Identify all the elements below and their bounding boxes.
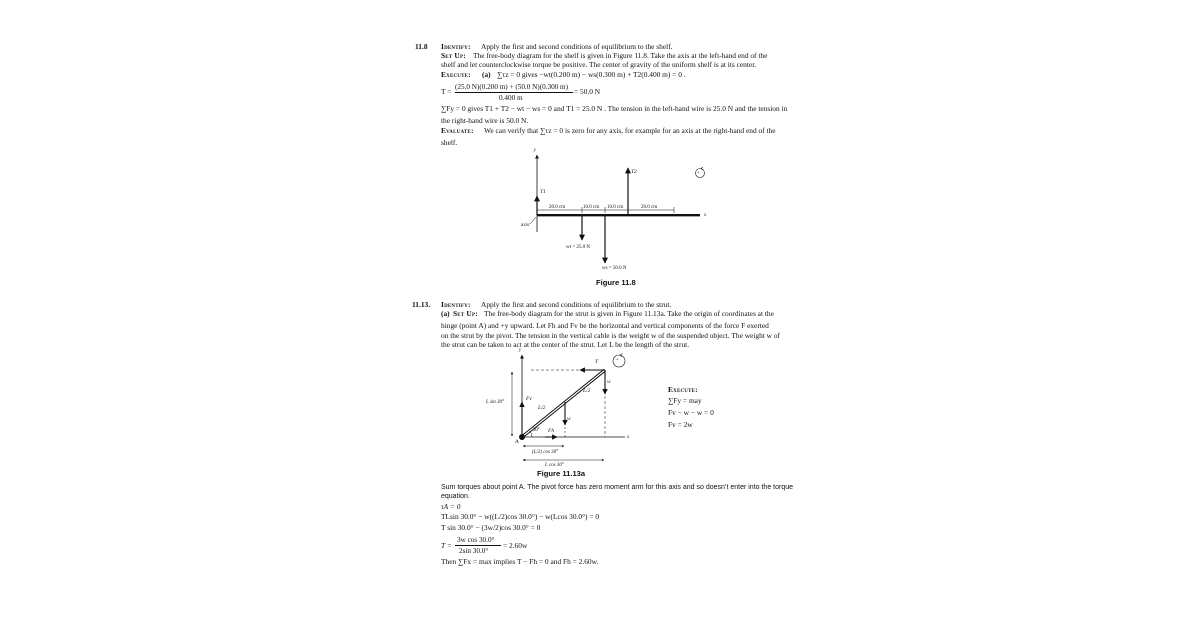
- conclusion-line: Then ∑Fx = max implies T − Fh = 0 and Fh = 2.60w.: [441, 557, 599, 566]
- force-sum-line: ∑Fy = 0 gives T1 + T2 − wt − ws = 0 and T1 = 25.0 N . The tension in the left-hand wire is 25.0 N and the tension in: [441, 104, 788, 113]
- figure-caption: Figure 11.8: [596, 278, 636, 287]
- setup-text: on the strut by the pivot. The tension in the vertical cable is the weight w of the suspended object. The weight w of: [441, 331, 781, 340]
- tension-result: = 2.60w: [503, 541, 528, 550]
- figure-caption: Figure 11.13a: [537, 469, 586, 478]
- half-width-label: (L/2) cos 30°: [532, 450, 559, 455]
- point-a-label: A: [515, 439, 519, 445]
- equation-line: Fv − w − w = 0: [668, 408, 714, 417]
- half-length-label: L/2: [538, 405, 546, 411]
- equation-line: TLsin 30.0° − w((L/2)cos 30.0°) − w(Lcos 30.0°) = 0: [441, 512, 600, 521]
- weight-label: w: [567, 416, 571, 422]
- dimension-label: 10.0 cm: [607, 205, 624, 210]
- fraction-denominator: 2sin 30.0°: [459, 547, 489, 555]
- width-label: L cos 30°: [545, 463, 564, 468]
- setup-text: The free-body diagram for the strut is given in Figure 11.13a. Take the origin of coordinates at the: [484, 309, 774, 318]
- height-label: L sin 30°: [486, 400, 505, 405]
- counterclockwise-icon: [613, 355, 625, 367]
- axis-label: axis: [521, 223, 530, 228]
- equation-line: Fv = 2w: [668, 420, 693, 429]
- t1-label: T1: [540, 189, 546, 195]
- force-sum-line: the right-hand wire is 50.0 N.: [441, 116, 529, 125]
- x-axis-label: x: [627, 435, 630, 440]
- y-axis-label: y: [534, 148, 537, 153]
- evaluate-text: shelf.: [441, 138, 458, 147]
- t2-label: T2: [631, 169, 637, 175]
- setup-label: Set Up:: [441, 51, 466, 60]
- equation-line: ∑Fy = may: [668, 396, 702, 405]
- fraction-numerator: (25.0 N)(0.200 m) + (50.0 N)(0.300 m): [455, 83, 569, 91]
- setup-text: The free-body diagram for the shelf is given in Figure 11.8. Take the axis at the left-hand end of the: [473, 51, 768, 60]
- setup-text: hinge (point A) and +y upward. Let Fh and Fv be the horizontal and vertical components of the force F exerted: [441, 321, 769, 330]
- problem-number: 11.13.: [412, 300, 431, 309]
- ccw-sign: +: [697, 170, 700, 176]
- execute-label: Execute:: [668, 385, 698, 394]
- evaluate-text: We can verify that ∑τz = 0 is zero for any axis, for example for an axis at the right-hand end of the: [484, 126, 776, 135]
- tension-label: T: [595, 359, 599, 365]
- evaluate-label: Evaluate:: [441, 126, 474, 135]
- identify-text: Apply the first and second conditions of equilibrium to the shelf.: [481, 42, 673, 51]
- part-label: (a): [441, 309, 450, 318]
- y-axis-label: y: [519, 348, 522, 353]
- torque-text: equation.: [441, 493, 470, 500]
- fraction-denominator: 0.400 m: [499, 94, 523, 102]
- ws-label: ws = 50.0 N: [602, 266, 627, 271]
- fraction-numerator: 3w cos 30.0°: [457, 536, 495, 544]
- weight-label: w: [607, 379, 611, 385]
- tension-fraction: [455, 536, 501, 556]
- wt-label: wt = 25.0 N: [566, 245, 590, 250]
- fv-label: Fv: [526, 396, 532, 402]
- x-axis-label: x: [704, 213, 707, 218]
- fh-label: Fh: [548, 428, 555, 434]
- angle-label: 30°: [533, 428, 540, 433]
- tension-lhs: T =: [441, 87, 452, 96]
- tension-lhs: T =: [441, 541, 452, 550]
- identify-label: Identify:: [441, 42, 471, 51]
- equation-line: τA = 0: [441, 502, 461, 511]
- setup-text: the strut can be taken to act at the center of the strut. Let L be the length of the strut.: [441, 340, 690, 349]
- tension-result: = 50.0 N: [574, 87, 601, 96]
- dimension-label: 10.0 cm: [583, 205, 600, 210]
- torque-equation: ∑τz = 0 gives −wt(0.200 m) − ws(0.300 m) + T2(0.400 m) = 0 .: [497, 70, 686, 79]
- problem-number: 11.8: [415, 42, 428, 51]
- ccw-sign: +: [616, 358, 619, 363]
- identify-text: Apply the first and second conditions of equilibrium to the strut.: [481, 300, 672, 309]
- execute-label: Execute:: [441, 70, 471, 79]
- setup-label: Set Up:: [453, 309, 478, 318]
- identify-label: Identify:: [441, 300, 471, 309]
- dimension-label: 20.0 cm: [641, 205, 658, 210]
- torque-text: Sum torques about point A. The pivot force has zero moment arm for this axis and so doesn’t enter into the torque: [441, 484, 794, 491]
- part-label: (a): [482, 70, 491, 79]
- half-length-label: L/2: [583, 388, 591, 394]
- setup-text: shelf and let counterclockwise torque be positive. The center of gravity of the uniform shelf is at its center.: [441, 60, 757, 69]
- equation-line: T sin 30.0° − (3w/2)cos 30.0° = 0: [441, 523, 541, 532]
- dimension-label: 20.0 cm: [549, 205, 566, 210]
